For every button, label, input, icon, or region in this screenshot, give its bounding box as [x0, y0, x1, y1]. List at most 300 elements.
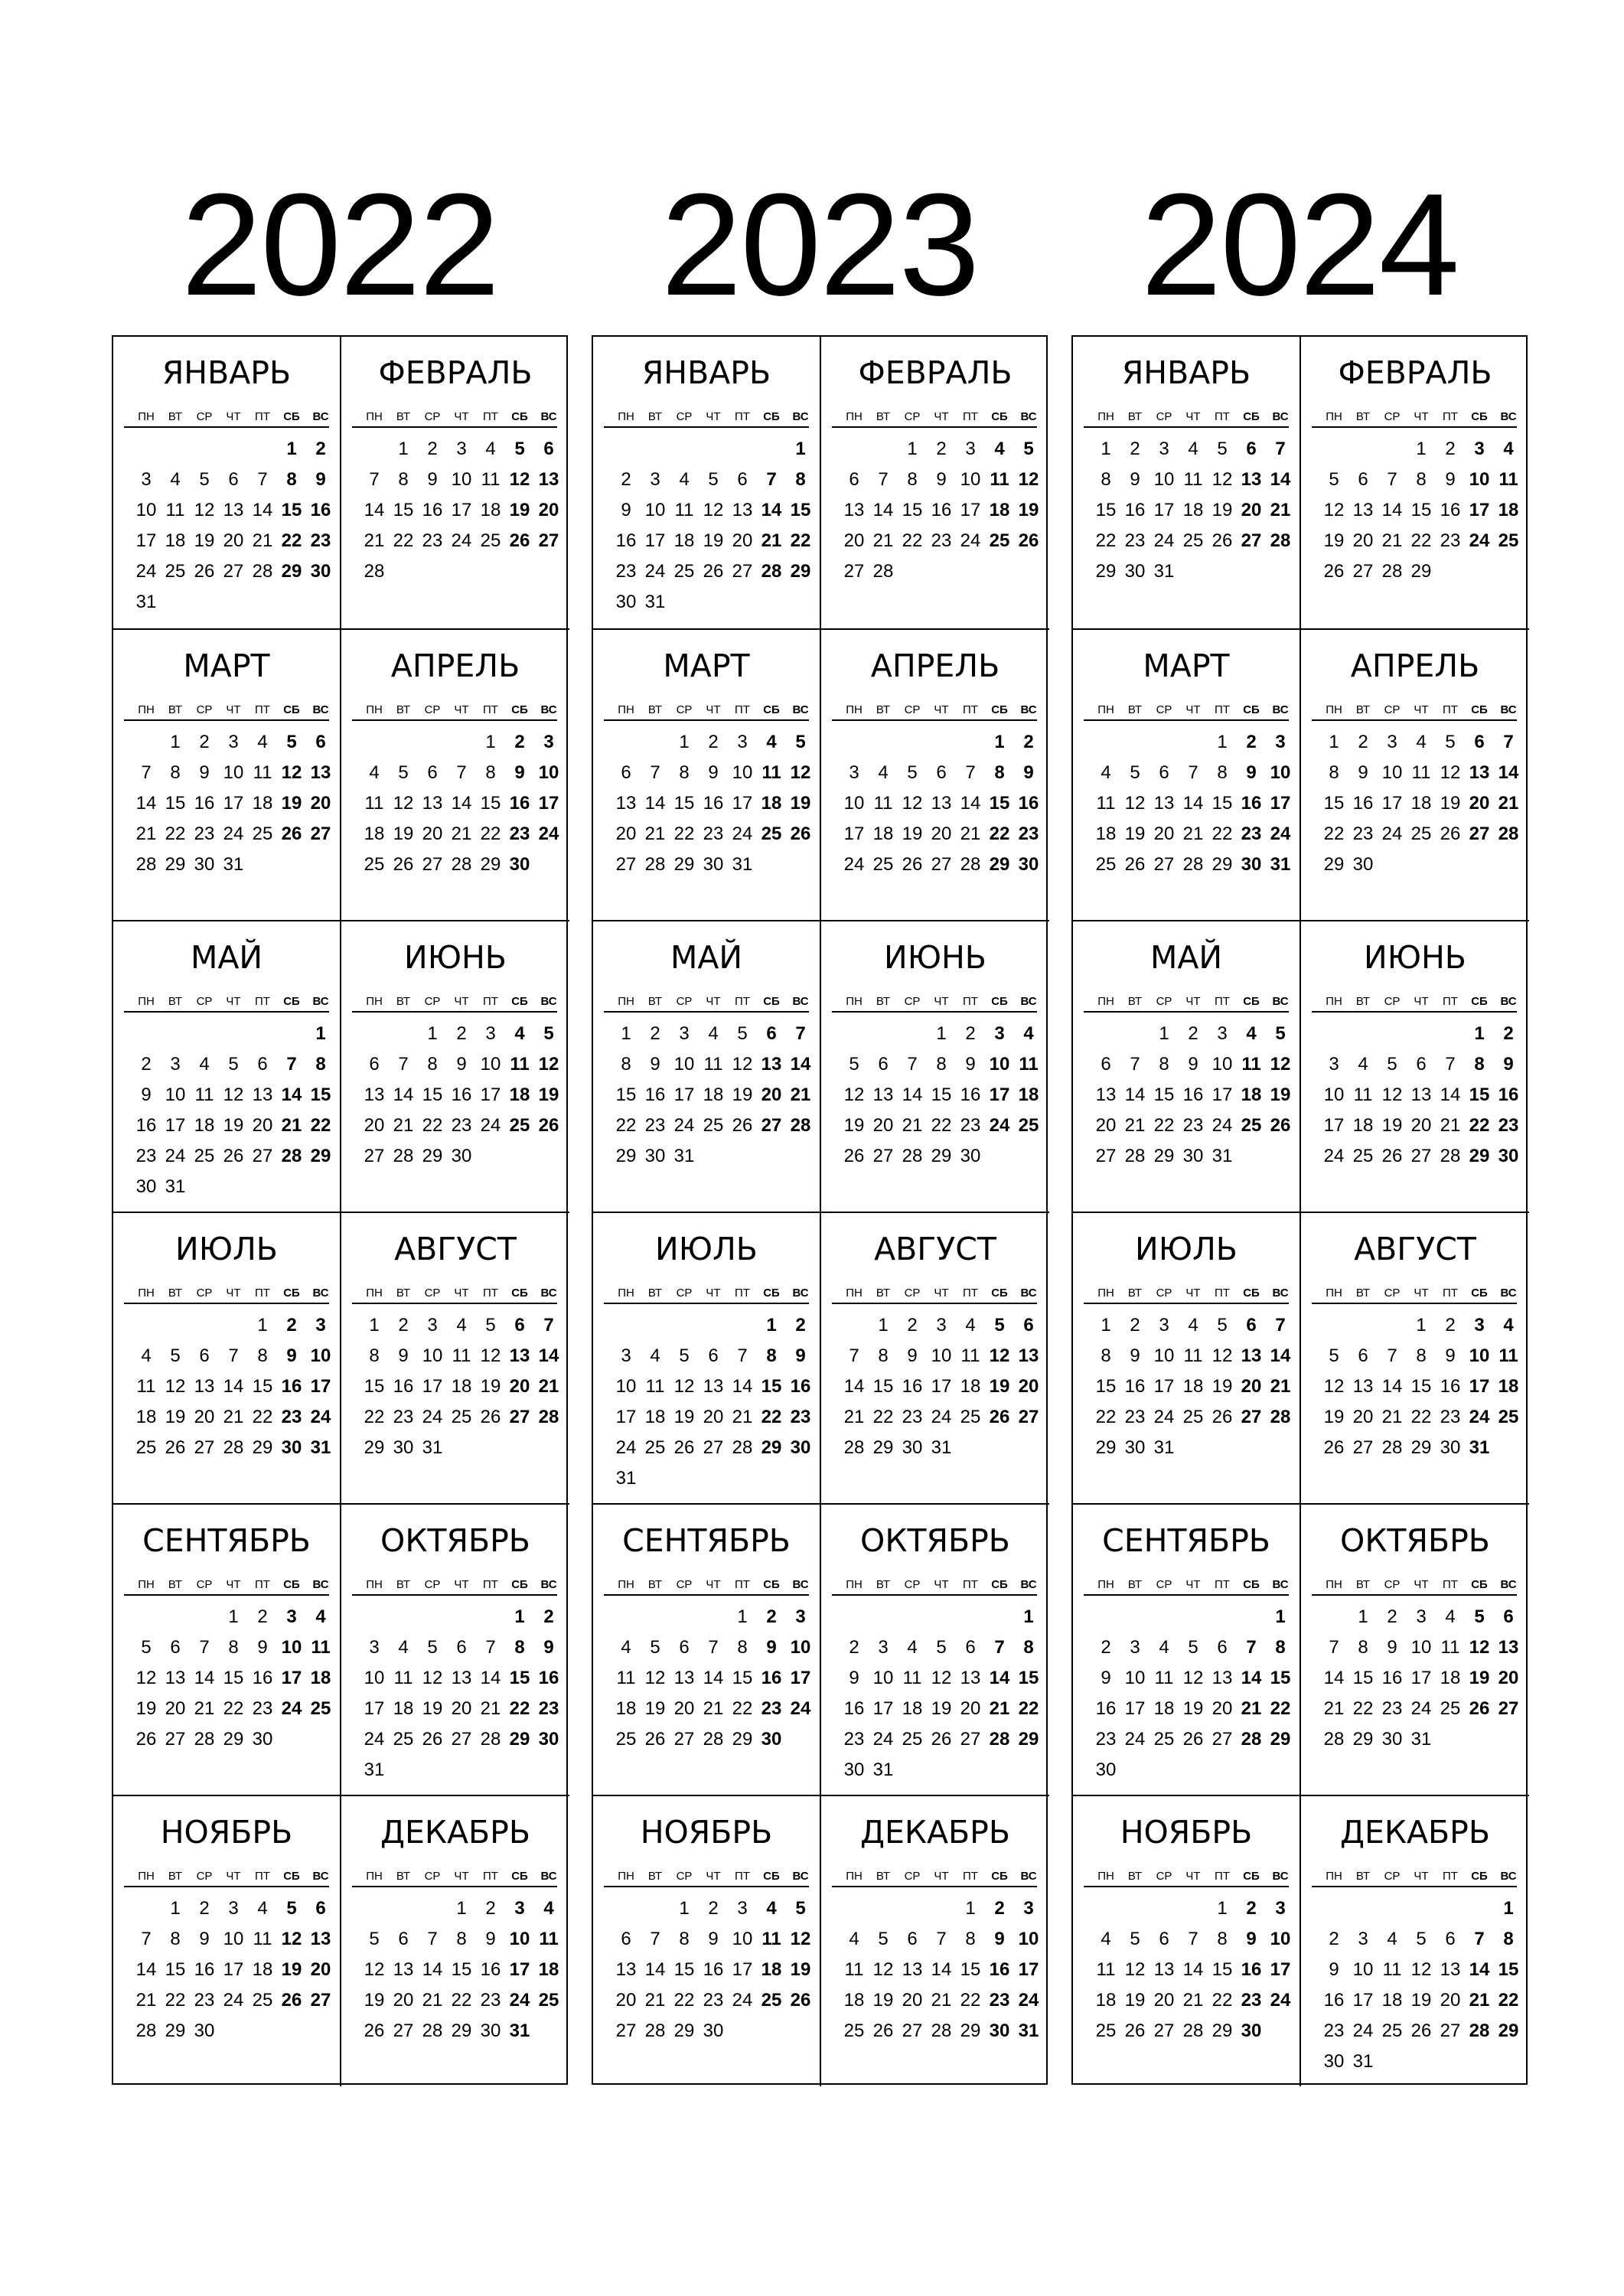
day-number: 10	[615, 1376, 637, 1397]
day-number: 30	[1381, 1729, 1403, 1750]
day-number: 16	[509, 793, 530, 814]
weekday-divider	[1312, 719, 1517, 721]
weekday-label: ПН	[1097, 995, 1114, 1008]
day-number: 10	[165, 1084, 186, 1105]
day-number: 26	[1323, 1437, 1345, 1458]
day-number: 4	[1101, 1929, 1111, 1949]
weekday-label: ВС	[1020, 410, 1037, 423]
day-number: 14	[135, 793, 157, 814]
day-number: 20	[1498, 1668, 1519, 1688]
month-block	[113, 628, 341, 920]
day-number: 24	[931, 1407, 952, 1427]
day-number: 26	[1469, 1698, 1490, 1719]
day-number: 12	[1270, 1054, 1291, 1075]
day-number: 7	[878, 469, 889, 490]
day-number: 8	[369, 1345, 380, 1366]
day-number: 11	[452, 1345, 471, 1366]
day-number: 7	[849, 1345, 859, 1366]
day-number: 9	[708, 762, 719, 783]
day-number: 26	[1410, 2020, 1432, 2041]
month-name: НОЯБРЬ	[160, 1814, 293, 1851]
day-number: 20	[1153, 1990, 1175, 2011]
weekday-label: ВТ	[1355, 410, 1371, 423]
day-number: 24	[310, 1407, 331, 1427]
day-number: 16	[1241, 793, 1262, 814]
day-number: 25	[843, 2020, 865, 2041]
day-number: 27	[1241, 530, 1262, 551]
day-number: 6	[1101, 1054, 1111, 1075]
weekday-label: ПТ	[255, 995, 270, 1008]
day-number: 27	[165, 1729, 186, 1750]
weekday-label: СР	[196, 703, 213, 716]
day-number: 18	[364, 823, 385, 844]
weekday-divider	[1312, 1886, 1517, 1887]
day-number: 12	[989, 1345, 1010, 1366]
day-number: 16	[1095, 1698, 1117, 1719]
day-number: 23	[703, 823, 724, 844]
day-number: 14	[1270, 1345, 1291, 1366]
day-number: 20	[422, 823, 443, 844]
day-number: 1	[1217, 1898, 1228, 1919]
day-number: 27	[1153, 854, 1175, 875]
day-number: 9	[1445, 469, 1456, 490]
weekday-label: ВС	[1500, 1287, 1517, 1300]
weekday-label: СБ	[1471, 1287, 1488, 1300]
day-number: 8	[1329, 762, 1339, 783]
weekday-label: ПТ	[963, 1287, 978, 1300]
day-number: 4	[1101, 762, 1111, 783]
weekday-label: ЧТ	[226, 1287, 241, 1300]
day-number: 18	[761, 793, 782, 814]
day-number: 21	[644, 1990, 666, 2011]
day-number: 31	[673, 1146, 695, 1166]
day-number: 1	[1358, 1606, 1368, 1627]
day-number: 31	[732, 854, 753, 875]
day-number: 14	[1323, 1668, 1345, 1688]
day-number: 13	[1241, 1345, 1262, 1366]
weekday-label: ВС	[312, 995, 329, 1008]
day-number: 24	[538, 823, 559, 844]
day-number: 5	[878, 1929, 889, 1949]
day-number: 17	[989, 1084, 1010, 1105]
day-number: 22	[1211, 823, 1233, 844]
weekday-label: ПН	[618, 410, 634, 423]
weekday-label: ЧТ	[226, 1870, 241, 1883]
day-number: 8	[427, 1054, 438, 1075]
day-number: 28	[703, 1729, 724, 1750]
day-number: 12	[732, 1054, 753, 1075]
day-number: 15	[252, 1376, 273, 1397]
day-number: 9	[766, 1637, 777, 1658]
weekday-label: СБ	[763, 1578, 780, 1591]
day-number: 3	[795, 1606, 806, 1627]
month-name: СЕНТЯБРЬ	[142, 1522, 311, 1559]
weekday-label: СР	[904, 410, 921, 423]
day-number: 5	[650, 1637, 660, 1658]
day-number: 19	[1323, 1407, 1345, 1427]
weekday-label: ПТ	[963, 1578, 978, 1591]
weekday-label: ВТ	[647, 410, 663, 423]
day-number: 4	[994, 439, 1005, 459]
month-block	[341, 1795, 569, 2086]
day-number: 15	[732, 1668, 753, 1688]
day-number: 3	[1130, 1637, 1140, 1658]
weekday-label: ПТ	[735, 410, 750, 423]
day-number: 30	[310, 561, 331, 582]
weekday-label: ПТ	[1215, 1870, 1230, 1883]
day-number: 11	[253, 762, 272, 783]
day-number: 20	[310, 1959, 331, 1980]
month-name: ИЮНЬ	[884, 939, 986, 976]
day-number: 27	[1498, 1698, 1519, 1719]
day-number: 25	[989, 530, 1010, 551]
day-number: 28	[902, 1146, 923, 1166]
day-number: 29	[364, 1437, 385, 1458]
day-number: 22	[1469, 1115, 1490, 1136]
day-number: 14	[194, 1668, 215, 1688]
day-number: 14	[1270, 469, 1291, 490]
day-number: 19	[673, 1407, 695, 1427]
day-number: 21	[644, 823, 666, 844]
day-number: 19	[1440, 793, 1461, 814]
day-number: 20	[252, 1115, 273, 1136]
weekday-label: ВТ	[1127, 1578, 1143, 1591]
day-number: 8	[1023, 1637, 1034, 1658]
day-number: 10	[1270, 762, 1291, 783]
day-number: 12	[135, 1668, 157, 1688]
day-number: 2	[1503, 1023, 1514, 1044]
month-block	[113, 1212, 341, 1503]
weekday-label: СБ	[763, 410, 780, 423]
day-number: 24	[732, 1990, 753, 2011]
month-name: АПРЕЛЬ	[870, 647, 1000, 684]
day-number: 21	[1381, 530, 1403, 551]
day-number: 12	[281, 762, 302, 783]
weekday-label: ПН	[366, 410, 383, 423]
weekday-label: ЧТ	[226, 410, 241, 423]
weekday-label: ПТ	[1443, 410, 1458, 423]
weekday-label: ЧТ	[454, 410, 469, 423]
day-number: 27	[931, 854, 952, 875]
day-number: 29	[1018, 1729, 1039, 1750]
day-number: 22	[1211, 1990, 1233, 2011]
day-number: 14	[1498, 762, 1519, 783]
day-number: 6	[849, 469, 859, 490]
day-number: 22	[1323, 823, 1345, 844]
day-number: 24	[1153, 530, 1175, 551]
day-number: 11	[194, 1084, 214, 1105]
day-number: 26	[790, 823, 811, 844]
day-number: 16	[1440, 500, 1461, 520]
day-number: 10	[1469, 1345, 1490, 1366]
day-number: 10	[223, 762, 244, 783]
day-number: 12	[281, 1929, 302, 1949]
day-number: 29	[761, 1437, 782, 1458]
weekday-label: ПН	[1097, 1287, 1114, 1300]
day-number: 8	[1101, 1345, 1111, 1366]
weekday-label: СР	[196, 1287, 213, 1300]
day-number: 27	[960, 1729, 981, 1750]
weekday-label: СБ	[1243, 410, 1260, 423]
weekday-label: ПН	[1326, 1287, 1342, 1300]
day-number: 25	[644, 1437, 666, 1458]
day-number: 5	[1416, 1929, 1427, 1949]
weekday-label: ВС	[312, 703, 329, 716]
day-number: 30	[1241, 854, 1262, 875]
weekday-label: ВС	[540, 1870, 557, 1883]
day-number: 23	[393, 1407, 414, 1427]
day-number: 23	[1440, 1407, 1461, 1427]
day-number: 26	[165, 1437, 186, 1458]
day-number: 23	[989, 1990, 1010, 2011]
day-number: 25	[1018, 1115, 1039, 1136]
day-number: 6	[907, 1929, 918, 1949]
weekday-label: СБ	[283, 410, 300, 423]
day-number: 23	[644, 1115, 666, 1136]
weekday-label: ЧТ	[1185, 995, 1201, 1008]
day-number: 30	[703, 854, 724, 875]
weekday-label: ЧТ	[1414, 703, 1429, 716]
day-number: 29	[1153, 1146, 1175, 1166]
weekday-label: ВС	[312, 410, 329, 423]
day-number: 26	[790, 1990, 811, 2011]
day-number: 19	[872, 1990, 894, 2011]
day-number: 12	[1323, 1376, 1345, 1397]
weekday-label: ЧТ	[454, 1287, 469, 1300]
weekday-divider	[124, 719, 329, 721]
day-number: 3	[994, 1023, 1005, 1044]
month-name: АПРЕЛЬ	[390, 647, 520, 684]
weekday-label: СБ	[283, 703, 300, 716]
day-number: 1	[369, 1315, 380, 1336]
weekday-divider	[352, 1594, 557, 1596]
day-number: 31	[135, 592, 157, 612]
day-number: 14	[1381, 500, 1403, 520]
day-number: 10	[1270, 1929, 1291, 1949]
day-number: 4	[621, 1637, 631, 1658]
day-number: 16	[1124, 1376, 1146, 1397]
weekday-label: ВТ	[1355, 1287, 1371, 1300]
weekday-label: ПТ	[963, 1870, 978, 1883]
day-number: 5	[1217, 439, 1228, 459]
day-number: 23	[843, 1729, 865, 1750]
weekday-label: ПТ	[255, 703, 270, 716]
weekday-divider	[1084, 719, 1289, 721]
weekday-label: ЧТ	[1185, 1287, 1201, 1300]
weekday-label: ПТ	[483, 1578, 498, 1591]
day-number: 26	[1124, 854, 1146, 875]
day-number: 6	[199, 1345, 210, 1366]
day-number: 24	[790, 1698, 811, 1719]
month-block	[1301, 920, 1529, 1212]
day-number: 17	[1270, 1959, 1291, 1980]
day-number: 31	[1410, 1729, 1432, 1750]
weekday-label: ЧТ	[706, 410, 721, 423]
day-number: 9	[456, 1054, 467, 1075]
month-name: МАЙ	[670, 939, 743, 976]
day-number: 28	[135, 2020, 157, 2041]
day-number: 19	[843, 1115, 865, 1136]
day-number: 27	[252, 1146, 273, 1166]
weekday-label: ВС	[540, 703, 557, 716]
day-number: 8	[621, 1054, 631, 1075]
day-number: 29	[422, 1146, 443, 1166]
day-number: 21	[989, 1698, 1010, 1719]
day-number: 28	[790, 1115, 811, 1136]
day-number: 27	[194, 1437, 215, 1458]
day-number: 1	[1416, 1315, 1427, 1336]
day-number: 26	[281, 823, 302, 844]
day-number: 12	[931, 1668, 952, 1688]
day-number: 13	[509, 1345, 530, 1366]
day-number: 12	[1124, 1959, 1146, 1980]
day-number: 31	[1153, 1437, 1175, 1458]
day-number: 30	[1440, 1437, 1461, 1458]
day-number: 27	[422, 854, 443, 875]
day-number: 22	[393, 530, 414, 551]
day-number: 18	[165, 530, 186, 551]
day-number: 23	[281, 1407, 302, 1427]
weekday-label: ВТ	[647, 1578, 663, 1591]
weekday-label: ПН	[138, 410, 155, 423]
day-number: 27	[1095, 1146, 1117, 1166]
day-number: 13	[703, 1376, 724, 1397]
day-number: 27	[1440, 2020, 1461, 2041]
day-number: 11	[510, 1054, 530, 1075]
weekday-label: ПТ	[1443, 703, 1458, 716]
weekday-label: ВС	[1020, 703, 1037, 716]
day-number: 26	[538, 1115, 559, 1136]
day-number: 20	[732, 530, 753, 551]
day-number: 9	[1130, 1345, 1140, 1366]
day-number: 5	[369, 1929, 380, 1949]
day-number: 24	[1018, 1990, 1039, 2011]
day-number: 19	[1381, 1115, 1403, 1136]
day-number: 8	[228, 1637, 239, 1658]
weekday-label: ВС	[1020, 1870, 1037, 1883]
weekday-label: ПТ	[1443, 1578, 1458, 1591]
day-number: 27	[223, 561, 244, 582]
weekday-label: ЧТ	[226, 995, 241, 1008]
month-name: СЕНТЯБРЬ	[622, 1522, 791, 1559]
day-number: 22	[790, 530, 811, 551]
day-number: 9	[1503, 1054, 1514, 1075]
day-number: 13	[1241, 469, 1262, 490]
day-number: 4	[170, 469, 181, 490]
month-name: ОКТЯБРЬ	[380, 1522, 530, 1559]
day-number: 26	[223, 1146, 244, 1166]
day-number: 27	[1153, 2020, 1175, 2041]
day-number: 21	[1381, 1407, 1403, 1427]
day-number: 17	[135, 530, 157, 551]
day-number: 28	[1440, 1146, 1461, 1166]
day-number: 3	[141, 469, 152, 490]
weekday-label: СБ	[1471, 1870, 1488, 1883]
day-number: 27	[615, 854, 637, 875]
day-number: 22	[223, 1698, 244, 1719]
day-number: 22	[1018, 1698, 1039, 1719]
day-number: 30	[790, 1437, 811, 1458]
day-number: 13	[194, 1376, 215, 1397]
weekday-label: ВТ	[396, 410, 411, 423]
weekday-divider	[604, 426, 809, 428]
day-number: 14	[960, 793, 981, 814]
day-number: 23	[310, 530, 331, 551]
day-number: 20	[1095, 1115, 1117, 1136]
day-number: 10	[1153, 1345, 1175, 1366]
day-number: 2	[1445, 439, 1456, 459]
weekday-divider	[604, 719, 809, 721]
day-number: 28	[252, 561, 273, 582]
weekday-label: ПТ	[735, 703, 750, 716]
weekday-label: ЧТ	[454, 1578, 469, 1591]
day-number: 1	[398, 439, 409, 459]
day-number: 11	[1498, 469, 1518, 490]
day-number: 29	[790, 561, 811, 582]
day-number: 23	[135, 1146, 157, 1166]
day-number: 5	[907, 762, 918, 783]
day-number: 29	[451, 2020, 472, 2041]
day-number: 12	[1381, 1084, 1403, 1105]
day-number: 11	[1183, 469, 1203, 490]
day-number: 10	[310, 1345, 331, 1366]
day-number: 16	[422, 500, 443, 520]
weekday-label: СБ	[763, 703, 780, 716]
day-number: 15	[364, 1376, 385, 1397]
month-name: МАЙ	[190, 939, 263, 976]
day-number: 8	[1474, 1054, 1485, 1075]
month-name: ЯНВАРЬ	[161, 354, 292, 391]
day-number: 24	[1153, 1407, 1175, 1427]
day-number: 27	[1018, 1407, 1039, 1427]
day-number: 28	[1381, 561, 1403, 582]
day-number: 8	[485, 762, 496, 783]
weekday-label: ВС	[1272, 1578, 1289, 1591]
day-number: 28	[451, 854, 472, 875]
weekday-label: СР	[1156, 1870, 1172, 1883]
day-number: 5	[795, 732, 806, 752]
day-number: 1	[965, 1898, 976, 1919]
day-number: 25	[451, 1407, 472, 1427]
day-number: 16	[931, 500, 952, 520]
day-number: 16	[703, 1959, 724, 1980]
weekday-label: ПН	[1097, 1578, 1114, 1591]
weekday-label: СР	[1384, 995, 1401, 1008]
weekday-divider	[1312, 1303, 1517, 1304]
day-number: 2	[1387, 1606, 1397, 1627]
day-number: 27	[732, 561, 753, 582]
day-number: 22	[989, 823, 1010, 844]
day-number: 13	[422, 793, 443, 814]
day-number: 16	[480, 1959, 501, 1980]
day-number: 25	[703, 1115, 724, 1136]
day-number: 2	[1246, 1898, 1257, 1919]
day-number: 21	[1270, 1376, 1291, 1397]
day-number: 28	[1241, 1729, 1262, 1750]
weekday-label: ВТ	[876, 410, 891, 423]
weekday-label: ПТ	[963, 995, 978, 1008]
day-number: 20	[673, 1698, 695, 1719]
day-number: 22	[422, 1115, 443, 1136]
day-number: 23	[960, 1115, 981, 1136]
day-number: 15	[931, 1084, 952, 1105]
weekday-label: ПН	[846, 1287, 863, 1300]
day-number: 24	[989, 1115, 1010, 1136]
day-number: 22	[1095, 1407, 1117, 1427]
day-number: 31	[1211, 1146, 1233, 1166]
weekday-label: ЧТ	[1414, 410, 1429, 423]
day-number: 18	[644, 1407, 666, 1427]
